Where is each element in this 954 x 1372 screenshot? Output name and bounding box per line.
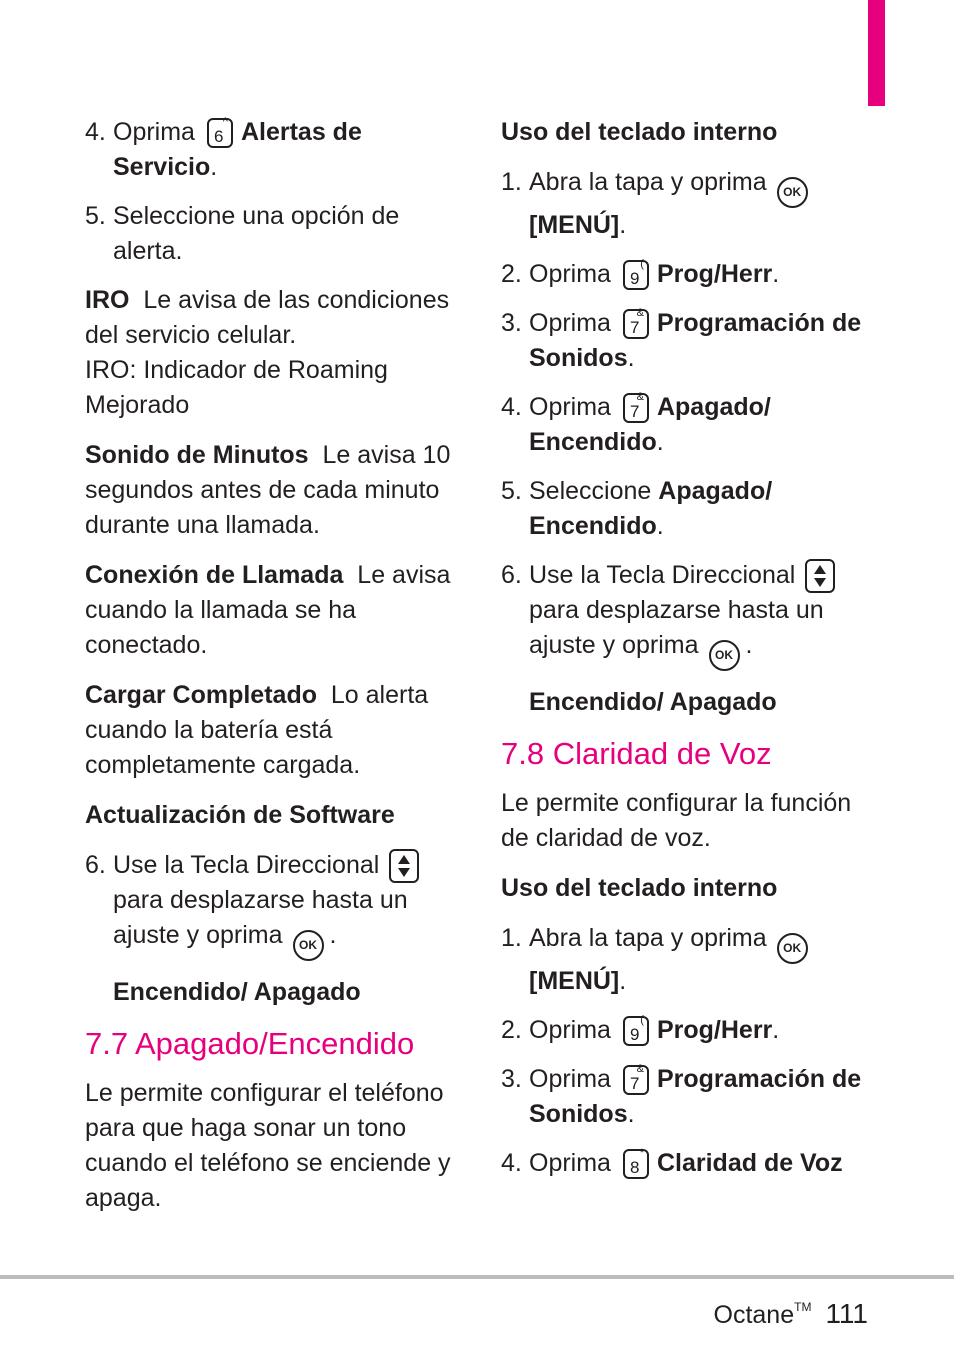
ok-key-icon: OK bbox=[709, 640, 740, 671]
options-text: Encendido/ Apagado bbox=[529, 688, 777, 716]
step-4-apagado: 4. Oprima & 7 Apagado/ Encendido. bbox=[501, 391, 771, 456]
key-9-icon: ( 9 bbox=[623, 260, 649, 290]
subheading-teclado: Uso del teclado interno bbox=[501, 118, 778, 146]
step-6-direccional: 6. Use la Tecla Direccional para desplazarse hasta un ajuste y oprima OK . bbox=[85, 848, 460, 961]
ok-key-icon: OK bbox=[293, 930, 324, 961]
section-description-7-8: Le permite configurar la función de claridad de voz. bbox=[501, 789, 852, 852]
key-7-icon: & 7 bbox=[623, 393, 649, 423]
brand-name: Octane bbox=[713, 1301, 795, 1329]
section-tab-marker bbox=[868, 0, 885, 106]
step-2-prog-herr: 2. Oprima ( 9 Prog/Herr. bbox=[501, 258, 780, 288]
iro-definition: IRO Le avisa de las condiciones del servicio celular. IRO: Indicador de Roaming Mejorado bbox=[85, 286, 450, 419]
step-5-seleccione: 5. Seleccione Apagado/ Encendido. bbox=[501, 477, 773, 540]
step-2-prog-herr: 2. Oprima ( 9 Prog/Herr. bbox=[501, 1014, 780, 1044]
footer-rule bbox=[0, 1275, 954, 1279]
step-1-menu: 1. Abra la tapa y oprima OK [MENÚ]. bbox=[501, 921, 881, 999]
step-4-alertas: 4. Oprima ^ 6 Alertas de Servicio. bbox=[85, 116, 362, 181]
conexion-definition: Conexión de Llamada Le avisa cuando la llamada se ha conectado. bbox=[85, 561, 451, 659]
key-6-icon: ^ 6 bbox=[207, 118, 233, 148]
cargar-definition: Cargar Completado Lo alerta cuando la batería está completamente cargada. bbox=[85, 681, 429, 779]
key-7-icon: & 7 bbox=[623, 1065, 649, 1095]
step-5-seleccione: 5. Seleccione una opción de alerta. bbox=[85, 202, 400, 265]
subheading-teclado: Uso del teclado interno bbox=[501, 874, 778, 902]
step-4-claridad: 4. Oprima * 8 Claridad de Voz bbox=[501, 1147, 843, 1177]
sonido-definition: Sonido de Minutos Le avisa 10 segundos antes de cada minuto durante una llamada. bbox=[85, 441, 451, 539]
navigation-key-icon bbox=[805, 559, 835, 593]
step-3-programacion: 3. Oprima & 7 Programación de Sonidos. bbox=[501, 307, 862, 372]
step-6-direccional: 6. Use la Tecla Direccional para desplazarse hasta un ajuste y oprima OK . bbox=[501, 558, 881, 671]
page-number: 111 bbox=[825, 1298, 868, 1329]
section-description-7-7: Le permite configurar el teléfono para que haga sonar un tono cuando el teléfono se enciende y apaga. bbox=[85, 1079, 451, 1212]
key-7-icon: & 7 bbox=[623, 309, 649, 339]
right-column bbox=[501, 115, 881, 1195]
key-9-icon: ( 9 bbox=[623, 1016, 649, 1046]
trademark-mark: TM bbox=[794, 1300, 812, 1314]
page-footer bbox=[714, 1287, 869, 1335]
navigation-key-icon bbox=[389, 849, 419, 883]
ok-key-icon: OK bbox=[777, 933, 808, 964]
options-text: Encendido/ Apagado bbox=[113, 978, 361, 1006]
ok-key-icon: OK bbox=[777, 177, 808, 208]
key-8-icon: * 8 bbox=[623, 1149, 649, 1179]
section-title-7-8: 7.8 Claridad de Voz bbox=[501, 736, 772, 771]
step-1-menu: 1. Abra la tapa y oprima OK [MENÚ]. bbox=[501, 165, 881, 243]
section-title-7-7: 7.7 Apagado/Encendido bbox=[85, 1026, 415, 1061]
step-3-programacion: 3. Oprima & 7 Programación de Sonidos. bbox=[501, 1063, 862, 1128]
left-column bbox=[85, 115, 460, 1231]
actualizacion-heading: Actualización de Software bbox=[85, 801, 395, 829]
